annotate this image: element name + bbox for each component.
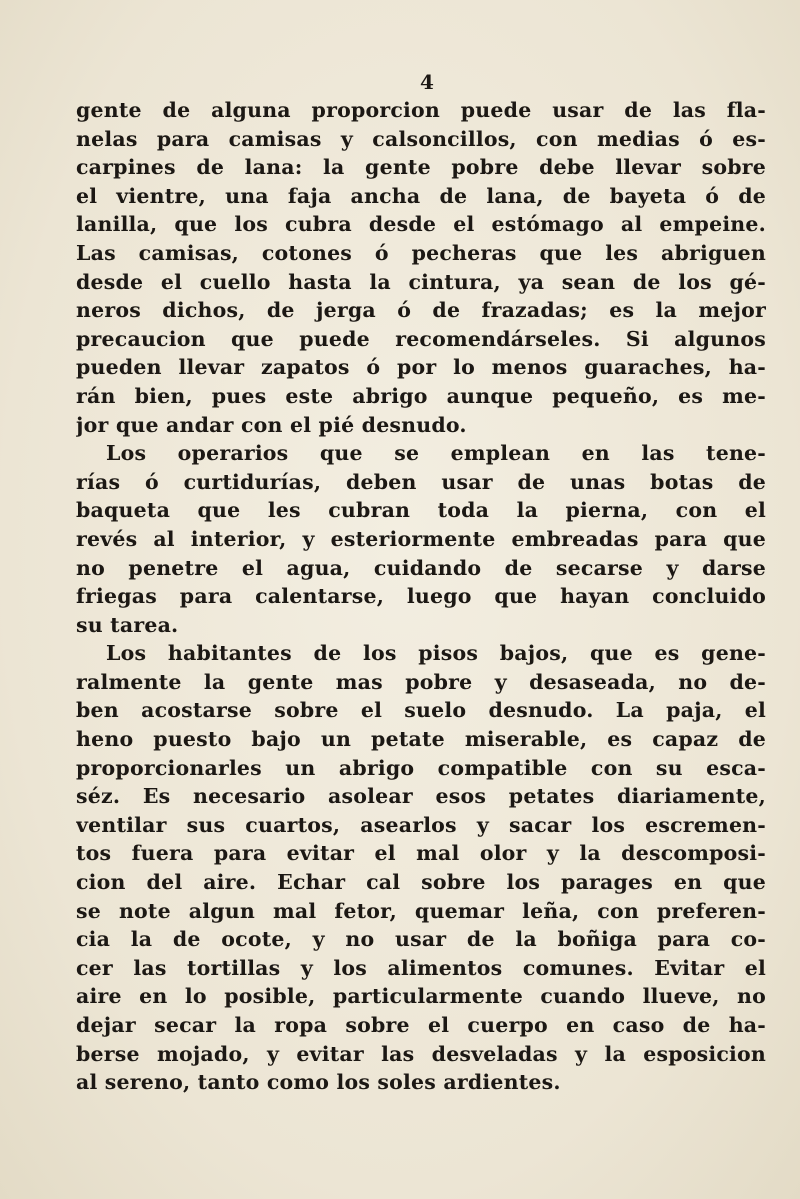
- text-line: friegas para calentarse, luego que hayan concluido: [76, 584, 766, 609]
- text-line: cer las tortillas y los alimentos comunes. Evitar el: [76, 955, 766, 980]
- text-line: su tarea.: [76, 612, 179, 637]
- text-line: el vientre, una faja ancha de lana, de bayeta ó de: [76, 183, 766, 208]
- text-line: aire en lo posible, particularmente cuando llueve, no: [76, 984, 766, 1009]
- text-line: revés al interior, y esteriormente embreadas para que: [76, 526, 766, 551]
- text-line: Las camisas, cotones ó pecheras que les abriguen: [76, 240, 766, 265]
- text-line: dejar secar la ropa sobre el cuerpo en caso de ha-: [76, 1013, 766, 1037]
- body-text: [76, 96, 766, 1097]
- text-line: precaucion que puede recomendárseles. Si algunos: [76, 326, 766, 351]
- text-line: no penetre el agua, cuidando de secarse y darse: [76, 555, 766, 580]
- text-line: neros dichos, de jerga ó de frazadas; es la mejor: [76, 298, 766, 323]
- text-line: tos fuera para evitar el mal olor y la descomposi-: [76, 841, 766, 866]
- text-line: desde el cuello hasta la cintura, ya sean de los gé-: [76, 269, 766, 294]
- text-line: se note algun mal fetor, quemar leña, con preferen-: [76, 898, 766, 923]
- text-line: pueden llevar zapatos ó por lo menos guaraches, ha-: [76, 355, 766, 380]
- text-line: berse mojado, y evitar las desveladas y la esposicion: [76, 1041, 766, 1066]
- text-line: séz. Es necesario asolear esos petates diariamente,: [76, 784, 766, 809]
- text-line: heno puesto bajo un petate miserable, es capaz de: [76, 727, 766, 752]
- text-line: baqueta que les cubran toda la pierna, con el: [76, 498, 766, 523]
- page-number: 4: [420, 70, 434, 94]
- text-line: gente de alguna proporcion puede usar de las fla-: [76, 98, 766, 122]
- text-line: jor que andar con el pié desnudo.: [76, 412, 467, 437]
- text-line: Los operarios que se emplean en las tene-: [106, 441, 766, 466]
- text-line: cion del aire. Echar cal sobre los parages en que: [76, 870, 766, 895]
- text-line: ventilar sus cuartos, asearlos y sacar los escremen-: [76, 812, 766, 837]
- text-line: proporcionarles un abrigo compatible con su esca-: [76, 755, 766, 780]
- text-line: cia la de ocote, y no usar de la boñiga para co-: [76, 927, 766, 952]
- text-line: rán bien, pues este abrigo aunque pequeño, es me-: [76, 383, 766, 408]
- text-line: rías ó curtidurías, deben usar de unas botas de: [76, 469, 766, 494]
- text-line: lanilla, que los cubra desde el estómago al empeine.: [76, 212, 766, 237]
- text-line: Los habitantes de los pisos bajos, que es gene-: [106, 641, 766, 666]
- text-line: ben acostarse sobre el suelo desnudo. La paja, el: [76, 698, 766, 723]
- text-line: ralmente la gente mas pobre y desaseada, no de-: [76, 669, 766, 694]
- text-line: carpines de lana: la gente pobre debe llevar sobre: [76, 155, 766, 180]
- text-line: al sereno, tanto como los soles ardientes.: [76, 1070, 561, 1095]
- text-line: nelas para camisas y calsoncillos, con medias ó es-: [76, 126, 766, 151]
